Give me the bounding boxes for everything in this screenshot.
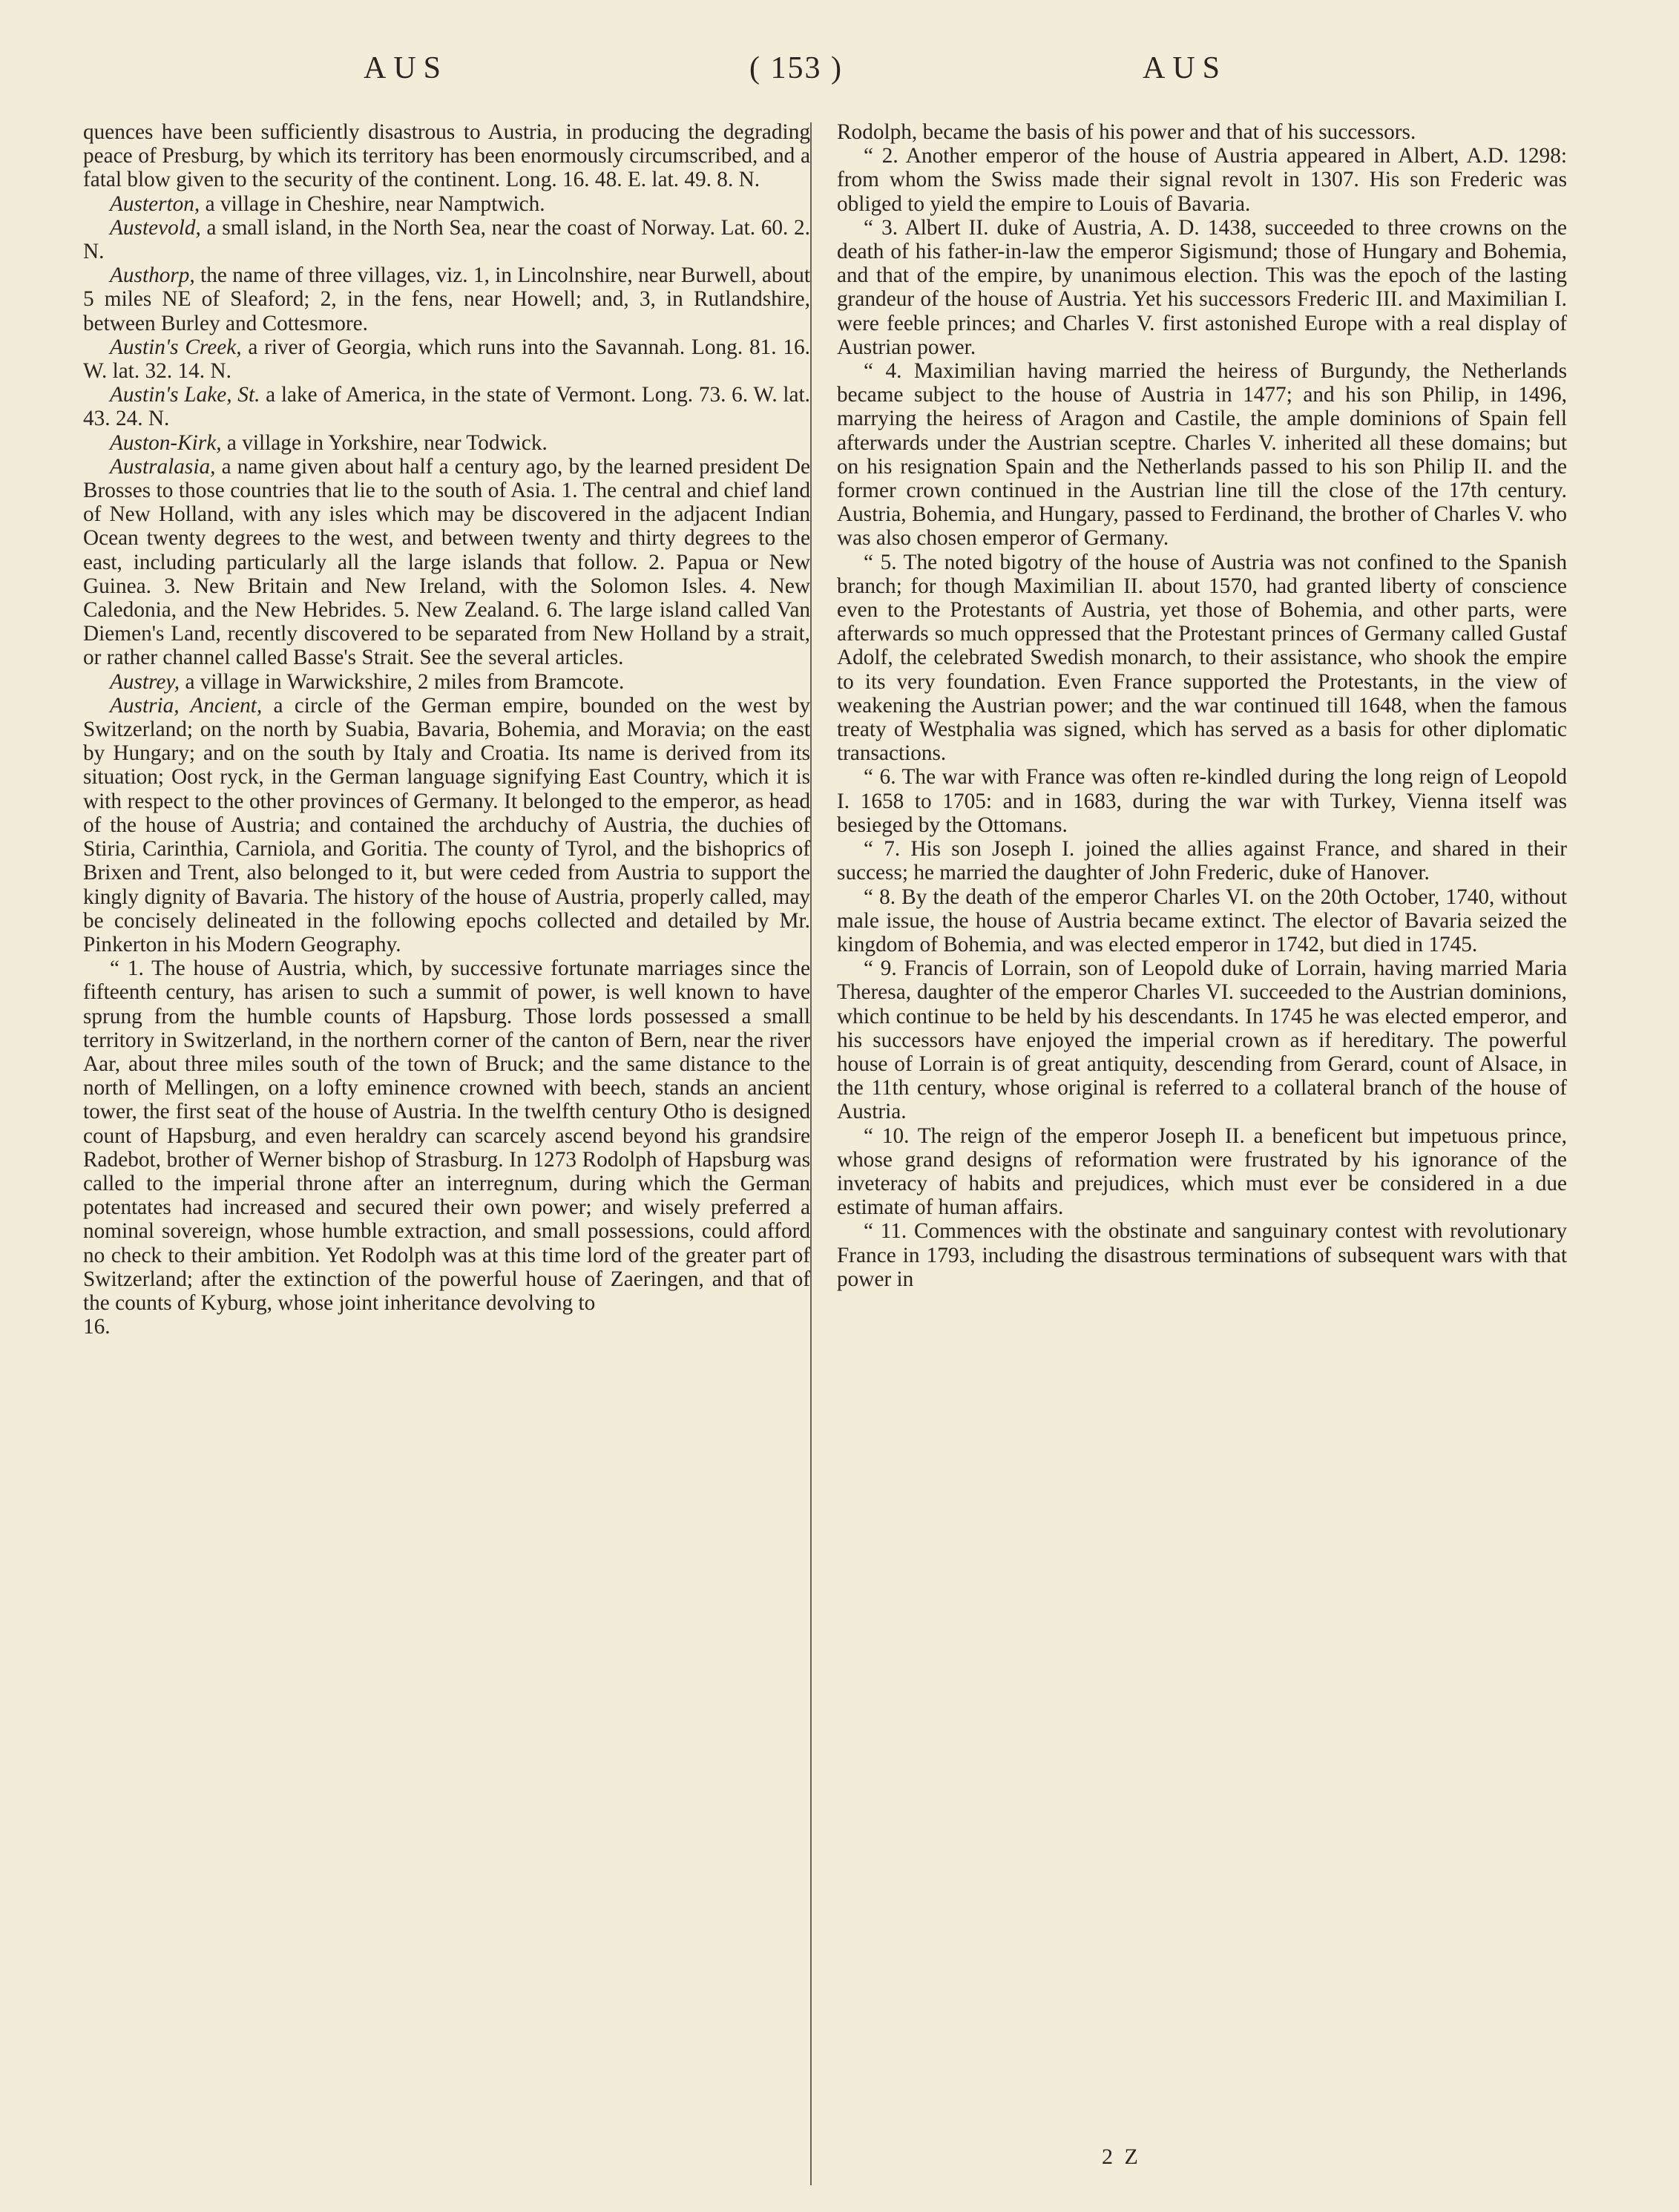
entry-text: “ 7. His son Joseph I. joined the allies against France, and shared in their success; he married the daughter of John Frederic, duke of Hanover. <box>837 837 1567 885</box>
paragraph <box>83 192 810 216</box>
entry-text: a village in Yorkshire, near Todwick. <box>221 430 548 455</box>
paragraph <box>83 455 810 670</box>
entry-text: “ 11. Commences with the obstinate and sanguinary contest with revolutionary France in 1793, including the disastrous terminations of subsequent wars with that power in <box>837 1219 1567 1291</box>
signature-mark: 2 Z <box>1102 2144 1141 2169</box>
entry-text: “ 1. The house of Austria, which, by successive fortunate marriages since the fifteenth century, has arisen to such a summit of power, is well known to have sprung from the humble counts of Hapsburg. Those lords possessed a small territory in Switzerland, in the northern corner of the canton of Bern, near the river Aar, about three miles south of the town of Bruck; and the same distance to the north of Mellingen, on a lofty eminence crowned with beech, stands an ancient tower, the first seat of the house of Austria. In the twelfth century Otho is designed count of Hapsburg, and even heraldry can scarcely ascend beyond his grandsire Radebot, brother of Werner bishop of Strasburg. In 1273 Rodolph of Hapsburg was called to the imperial throne after an interregnum, during which the German potentates had increased and secured their own power; and wisely preferred a nominal sovereign, whose humble extraction, and small possessions, could afford no check to their ambition. Yet Rodolph was at this time lord of the greater part of Switzerland; after the extinction of the powerful house of Zaeringen, and that of the counts of Kyburg, whose joint inheritance devolving to <box>83 956 810 1315</box>
column-divider <box>810 122 812 2185</box>
paragraph <box>837 1219 1567 1291</box>
entry-headword: Austevold, <box>110 215 201 240</box>
right-column <box>837 120 1567 1291</box>
entry-text: “ 4. Maximilian having married the heiress of Burgundy, the Netherlands became subject to the house of Austria in 1477; and his son Philip, in 1496, marrying the heiress of Aragon and Castile, the ample dominions of Spain fell afterwards under the Austrian sceptre. Charles V. inherited all these domains; but on his resignation Spain and the Netherlands passed to his son Philip II. and the former crown continued in the Austrian line till the close of the 17th century. Austria, Bohemia, and Hungary, passed to Ferdinand, the brother of Charles V. who was also chosen emperor of Germany. <box>837 359 1567 551</box>
entry-headword: Austrey, <box>110 669 180 694</box>
entry-text: a name given about half a century ago, by the learned president De Brosses to those countries that lie to the south of Asia. 1. The central and chief land of New Holland, with any isles which may be discovered in the adjacent Indian Ocean twenty degrees to the west, and between twenty and thirty degrees to the east, including particularly all the large islands that follow. 2. Papua or New Guinea. 3. New Britain and New Ireland, with the Solomon Isles. 4. New Caledonia, and the New Hebrides. 5. New Zealand. 6. The large island called Van Diemen's Land, recently discovered to be separated from New Holland by a strait, or rather channel called Basse's Strait. See the several articles. <box>83 454 810 670</box>
paragraph <box>837 359 1567 551</box>
entry-text: a circle of the German empire, bounded on the west by Switzerland; on the north by Suabia, Bavaria, Bohemia, and Moravia; on the east by Hungary; and on the south by Italy and Croatia. Its name is derived from its situation; Oost ryck, in the German language signifying East Country, which it is with respect to the other provinces of Germany. It belonged to the emperor, as head of the house of Austria; and contained the archduchy of Austria, the duchies of Stiria, Carinthia, Carniola, and Goritia. The county of Tyrol, and the bishoprics of Brixen and Trent, also belonged to it, but were ceded from Austria to support the kingly dignity of Bavaria. The history of the house of Austria, properly called, may be concisely delineated in the following epochs collected and detailed by Mr. Pinkerton in his Modern Geography. <box>83 693 811 956</box>
header-left: AUS <box>364 51 449 85</box>
entry-headword: Australasia, <box>110 454 216 479</box>
paragraph <box>837 765 1567 837</box>
paragraph <box>83 120 810 192</box>
left-column <box>83 120 810 1339</box>
entry-headword: Auston-Kirk, <box>110 430 222 455</box>
paragraph <box>837 144 1567 216</box>
paragraph <box>837 956 1567 1123</box>
entry-text: a small island, in the North Sea, near the coast of Norway. Lat. 60. 2. N. <box>83 215 810 264</box>
entry-text: the name of three villages, viz. 1, in Lincolnshire, near Burwell, about 5 miles NE of Sleaford; 2, in the fens, near Howell; and, 3, in Rutlandshire, between Burley and Cottesmore. <box>83 263 810 335</box>
entry-headword: Austerton, <box>110 191 200 216</box>
paragraph <box>83 956 810 1315</box>
paragraph <box>83 263 810 335</box>
entry-text: a lake of America, in the state of Vermont. Long. 73. 6. W. lat. 43. 24. N. <box>83 383 810 431</box>
entry-text: a village in Warwickshire, 2 miles from Bramcote. <box>180 669 625 694</box>
paragraph <box>837 885 1567 957</box>
entry-text: a river of Georgia, which runs into the Savannah. Long. 81. 16. W. lat. 32. 14. N. <box>83 335 810 384</box>
paragraph <box>83 694 810 956</box>
paragraph <box>83 216 810 263</box>
entry-text: “ 3. Albert II. duke of Austria, A. D. 1438, succeeded to three crowns on the death of his father-in-law the emperor Sigismund; those of Hungary and Bohemia, and that of the empire, by unanimous election. This was the epoch of the lasting grandeur of the house of Austria. Yet his successors Frederic III. and Maximilian I. were feeble princes; and Charles V. first astonished Europe with a real display of Austrian power. <box>837 215 1567 359</box>
entry-text: Rodolph, became the basis of his power and that of his successors. <box>837 120 1416 144</box>
page-number: ( 153 ) <box>749 51 843 85</box>
entry-headword: Austria, Ancient, <box>110 693 263 718</box>
paragraph <box>83 335 810 383</box>
entry-text: “ 10. The reign of the emperor Joseph II. a beneficent but impetuous prince, whose grand designs of reformation were frustrated by his ignorance of the inveteracy of habits and prejudices, which must ever be considered in a due estimate of human affairs. <box>837 1123 1567 1220</box>
entry-text: “ 5. The noted bigotry of the house of Austria was not confined to the Spanish branch; for though Maximilian II. about 1570, had granted liberty of conscience even to the Protestants of Austria, yet those of Bohemia, and other parts, were afterwards so much oppressed that the Protestant princes of Germany called Gustaf Adolf, the celebrated Swedish monarch, to their assistance, who shook the empire to its very foundation. Even France supported the Protestants, in the view of weakening the Austrian power; and the war continued till 1648, when the famous treaty of Westphalia was signed, which has served as a basis for other diplomatic transactions. <box>837 550 1567 766</box>
entry-text: “ 9. Francis of Lorrain, son of Leopold duke of Lorrain, having married Maria Theresa, daughter of the emperor Charles VI. succeeded to the Austrian dominions, which continue to be held by his descendants. In 1745 he was elected emperor, and his successors have enjoyed the imperial crown as if hereditary. The powerful house of Lorrain is of great antiquity, descending from Gerard, count of Alsace, in the 11th century, whose original is referred to a collateral branch of the house of Austria. <box>837 956 1567 1124</box>
entry-text: 16. <box>83 1315 111 1339</box>
entry-text: a village in Cheshire, near Namptwich. <box>200 191 545 216</box>
paragraph <box>83 1315 810 1339</box>
paragraph <box>83 431 810 455</box>
entry-text: “ 8. By the death of the emperor Charles VI. on the 20th October, 1740, without male issue, the house of Austria became extinct. The elector of Bavaria seized the kingdom of Bohemia, and was elected emperor in 1742, but died in 1745. <box>837 885 1567 956</box>
entry-headword: Austhorp, <box>110 263 195 288</box>
paragraph <box>83 383 810 430</box>
entry-text: “ 2. Another emperor of the house of Austria appeared in Albert, A.D. 1298: from whom the Swiss made their signal revolt in 1307. His son Frederic was obliged to yield the empire to Louis of Bavaria. <box>837 144 1567 216</box>
paragraph <box>837 1124 1567 1220</box>
entry-headword: Austin's Lake, St. <box>110 383 260 407</box>
header-right: AUS <box>1143 51 1228 85</box>
paragraph <box>837 551 1567 766</box>
page-header <box>0 50 1679 95</box>
entry-text: “ 6. The war with France was often re-kindled during the long reign of Leopold I. 1658 to 1705: and in 1683, during the war with Turkey, Vienna itself was besieged by the Ottomans. <box>837 765 1567 837</box>
paragraph <box>837 216 1567 359</box>
paragraph <box>837 837 1567 885</box>
paragraph <box>83 670 810 694</box>
entry-headword: Austin's Creek, <box>110 335 242 359</box>
entry-text: quences have been sufficiently disastrous to Austria, in producing the degrading peace of Presburg, by which its territory has been enormously circumscribed, and a fatal blow given to the security of the continent. Long. 16. 48. E. lat. 49. 8. N. <box>83 120 810 192</box>
paragraph <box>837 120 1567 144</box>
